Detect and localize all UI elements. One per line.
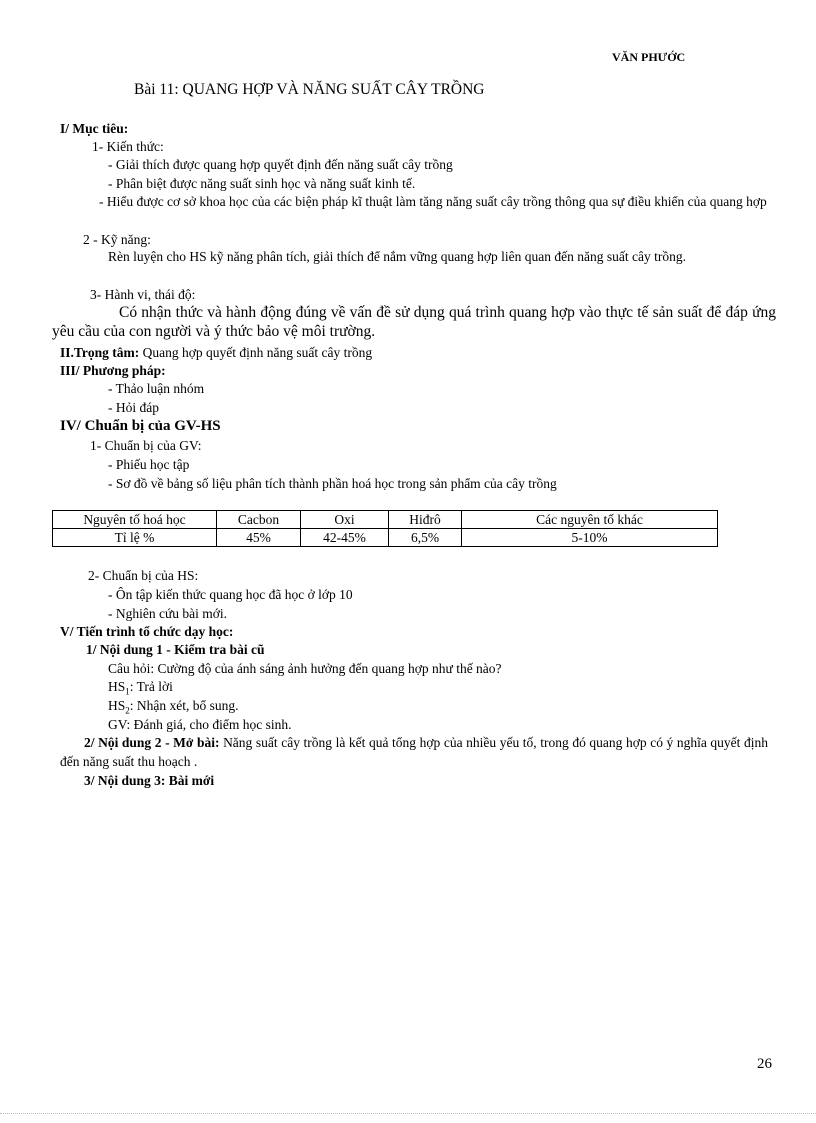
hs2-line xyxy=(108,697,239,715)
hs1-text: : Trả lời xyxy=(129,679,173,694)
focus-line xyxy=(60,344,372,362)
hs1-sub: 1 xyxy=(125,686,130,697)
skills-text: Rèn luyện cho HS kỹ năng phân tích, giải thích để nắm vững quang hợp liên quan đến năng suất cây trồng. xyxy=(108,249,686,264)
hs1-line xyxy=(108,678,173,696)
method-item: - Hỏi đáp xyxy=(108,400,159,415)
table-row xyxy=(53,529,718,547)
content2-label: 2/ Nội dung 2 - Mở bài: xyxy=(84,735,220,750)
hs-prep-item: - Ôn tập kiến thức quang học đã học ở lớp 10 xyxy=(108,587,353,602)
gv-evaluation: GV: Đánh giá, cho điểm học sinh. xyxy=(108,717,292,732)
table-header-row xyxy=(53,511,718,529)
content1-heading: 1/ Nội dung 1 - Kiểm tra bài cũ xyxy=(86,642,265,657)
table-cell: Các nguyên tố khác xyxy=(462,511,718,529)
objectives-heading: I/ Mục tiêu: xyxy=(60,121,129,136)
table-cell: Hiđrô xyxy=(389,511,462,529)
table-cell: 6,5% xyxy=(389,529,462,547)
table-cell: 5-10% xyxy=(462,529,718,547)
gv-prep-item: - Phiếu học tập xyxy=(108,457,190,472)
content2-paragraph xyxy=(60,734,768,771)
method-item: - Thảo luận nhóm xyxy=(108,381,205,396)
composition-table xyxy=(52,510,718,547)
table-cell: 45% xyxy=(217,529,301,547)
knowledge-item: - Phân biệt được năng suất sinh học và năng suất kinh tế. xyxy=(108,176,416,191)
table-cell: Tỉ lệ % xyxy=(53,529,217,547)
author-name: VĂN PHƯỚC xyxy=(612,50,686,64)
table-cell: Cacbon xyxy=(217,511,301,529)
page-border-line xyxy=(0,1113,816,1114)
focus-text: Quang hợp quyết định năng suất cây trồng xyxy=(142,345,373,360)
review-question: Câu hỏi: Cường độ của ánh sáng ảnh hưởng đến quang hợp như thế nào? xyxy=(108,661,502,676)
behavior-text: Có nhận thức và hành động đúng về vấn đề sử dụng quá trình quang hợp vào thực tế sản suất để đáp ứng yêu cầu của con người và ý thức bảo vệ môi trường. xyxy=(52,304,776,340)
behavior-heading: 3- Hành vi, thái độ: xyxy=(90,287,196,302)
process-heading: V/ Tiến trình tổ chức dạy học: xyxy=(60,624,234,639)
hs2-text: : Nhận xét, bổ sung. xyxy=(129,698,239,713)
hs-prep-heading: 2- Chuẩn bị của HS: xyxy=(88,568,199,583)
gv-prep-heading: 1- Chuẩn bị của GV: xyxy=(90,438,202,453)
hs2-sub: 2 xyxy=(125,705,130,716)
hs2-prefix: HS xyxy=(108,698,126,713)
hs-prep-item: - Nghiên cứu bài mới. xyxy=(108,606,228,621)
knowledge-item: - Hiểu được cơ sở khoa học của các biện pháp kĩ thuật làm tăng năng suất cây trồng thông qua sự điều khiển của quang hợp xyxy=(99,194,767,209)
knowledge-item: - Giải thích được quang hợp quyết định đến năng suất cây trồng xyxy=(108,157,453,172)
knowledge-heading: 1- Kiến thức: xyxy=(92,139,164,154)
methods-heading: III/ Phương pháp: xyxy=(60,363,166,378)
gv-prep-item: - Sơ đồ về bảng số liệu phân tích thành phần hoá học trong sản phẩm của cây trồng xyxy=(108,476,557,491)
skills-heading: 2 - Kỹ năng: xyxy=(83,232,151,247)
content3-heading: 3/ Nội dung 3: Bài mới xyxy=(84,773,215,788)
table-cell: 42-45% xyxy=(301,529,389,547)
page-number: 26 xyxy=(757,1056,772,1072)
table-cell: Nguyên tố hoá học xyxy=(53,511,217,529)
content2-text: Năng suất cây trồng là kết quả tổng hợp của nhiều yếu tố, trong đó quang hợp có ý nghĩa quyết định đến năng suất thu hoạch . xyxy=(60,735,768,769)
hs1-prefix: HS xyxy=(108,679,126,694)
lesson-title: Bài 11: QUANG HỢP VÀ NĂNG SUẤT CÂY TRỒNG xyxy=(134,81,485,98)
table-cell: Oxi xyxy=(301,511,389,529)
focus-label: II.Trọng tâm: xyxy=(60,345,140,360)
preparation-heading: IV/ Chuẩn bị của GV-HS xyxy=(60,418,221,434)
